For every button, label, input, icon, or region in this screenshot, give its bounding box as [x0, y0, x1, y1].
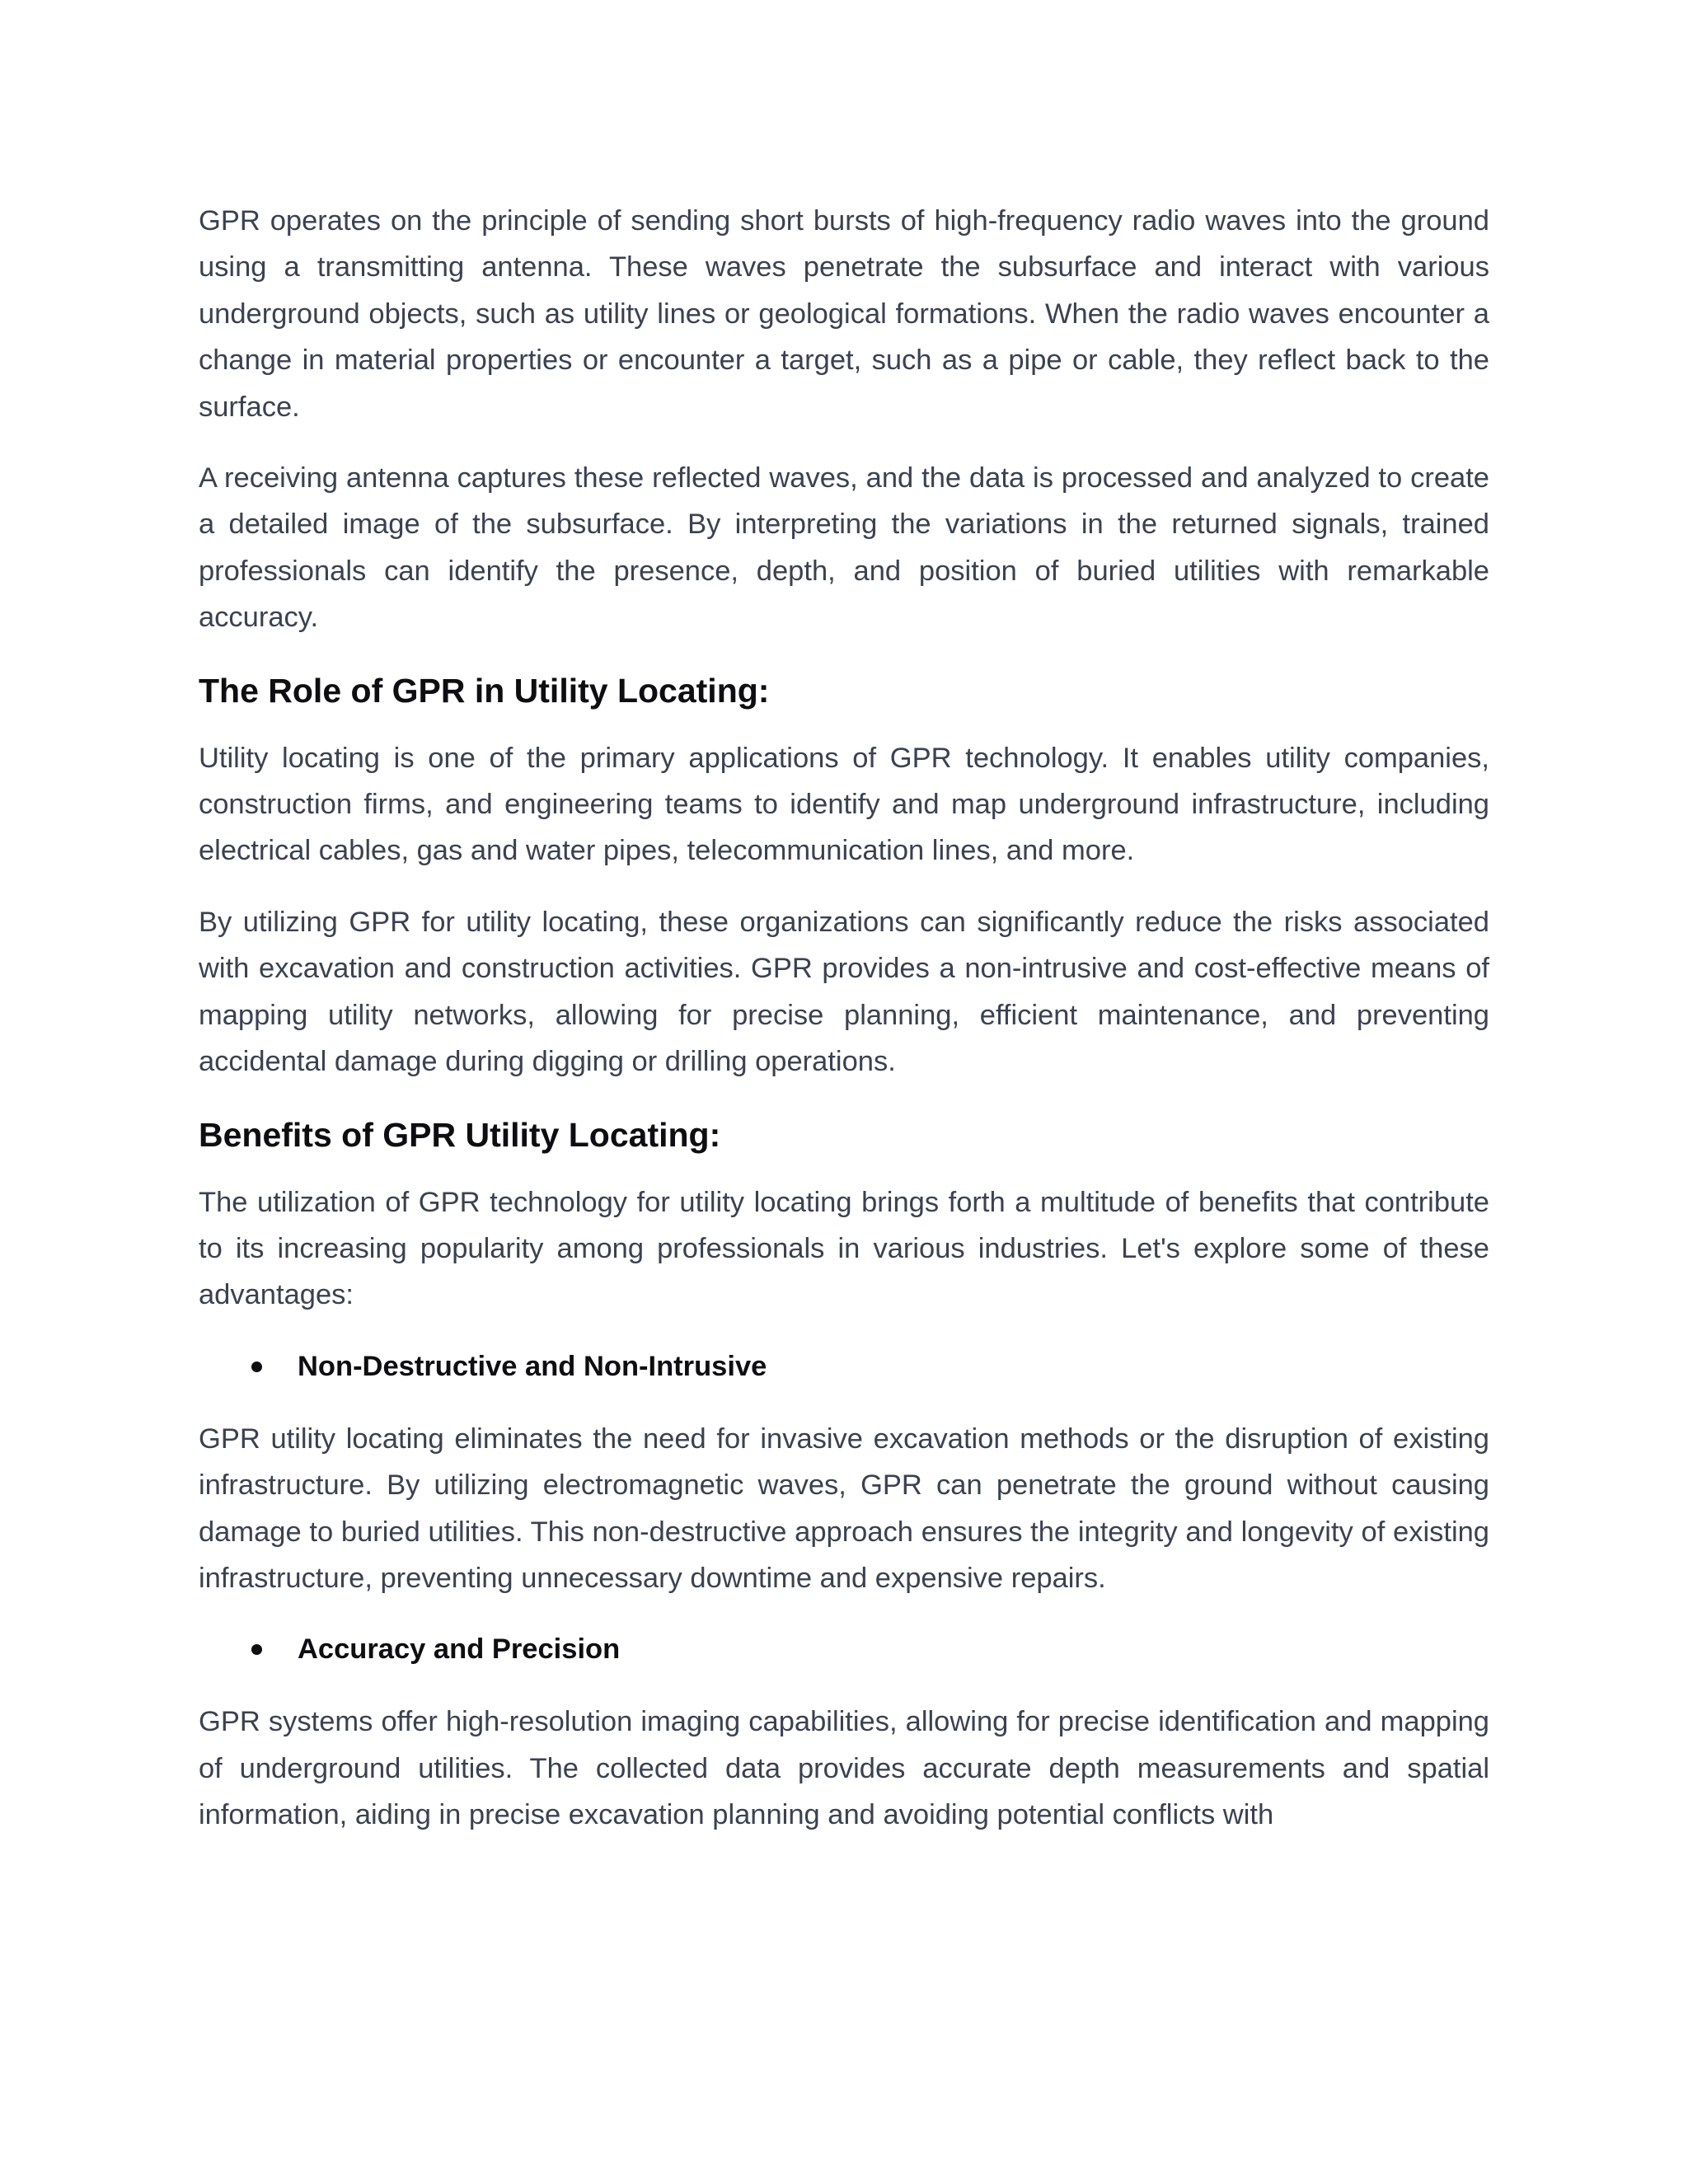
- document-body: [199, 198, 1489, 1863]
- bullet-dot-icon: [251, 1644, 262, 1655]
- paragraph-utility-locating: Utility locating is one of the primary applications of GPR technology. It enables utility companies, construction firms, and engineering teams to identify and map underground infrastructure, including electrical cables, gas and water pipes, telecommunication lines, and more.: [199, 742, 1489, 867]
- bullet-label: Non-Destructive and Non-Intrusive: [298, 1350, 767, 1382]
- paragraph-non-destructive: GPR utility locating eliminates the need for invasive excavation methods or the disruption of existing infrastructure. By utilizing electromagnetic waves, GPR can penetrate the ground without causing damage to buried utilities. This non-destructive approach ensures the integrity and longevity of existing infrastructure, preventing unnecessary downtime and expensive repairs.: [199, 1422, 1489, 1594]
- bullet-item-non-destructive: [199, 1343, 1489, 1390]
- bullet-item-accuracy: [199, 1626, 1489, 1672]
- paragraph-benefits-intro: The utilization of GPR technology for utility locating brings forth a multitude of benefits that contribute to its increasing popularity among professionals in various industries. Let's explore some of these advantages:: [199, 1186, 1489, 1311]
- paragraph-receiving-antenna: A receiving antenna captures these reflected waves, and the data is processed and analyzed to create a detailed image of the subsurface. By interpreting the variations in the returned signals, trained professionals can identify the presence, depth, and position of buried utilities with remarkable accuracy.: [199, 462, 1489, 634]
- bullet-label: Accuracy and Precision: [298, 1633, 621, 1666]
- heading-benefits: Benefits of GPR Utility Locating:: [199, 1115, 721, 1154]
- bullet-dot-icon: [251, 1361, 262, 1372]
- paragraph-accuracy: GPR systems offer high-resolution imaging capabilities, allowing for precise identification and mapping of underground utilities. The collected data provides accurate depth measurements and spatial information, aiding in precise excavation planning and avoiding potential conflicts with: [199, 1706, 1489, 1831]
- paragraph-reduce-risks: By utilizing GPR for utility locating, these organizations can significantly reduce the risks associated with excavation and construction activities. GPR provides a non-intrusive and cost-effective means of mapping utility networks, allowing for precise planning, efficient maintenance, and preventing accidental damage during digging or drilling operations.: [199, 906, 1489, 1078]
- heading-role-of-gpr: The Role of GPR in Utility Locating:: [199, 671, 770, 710]
- paragraph-gpr-principle: GPR operates on the principle of sending short bursts of high-frequency radio waves into the ground using a transmitting antenna. These waves penetrate the subsurface and interact with various underground objects, such as utility lines or geological formations. When the radio waves encounter a change in material properties or encounter a target, such as a pipe or cable, they reflect back to the surface.: [199, 205, 1489, 423]
